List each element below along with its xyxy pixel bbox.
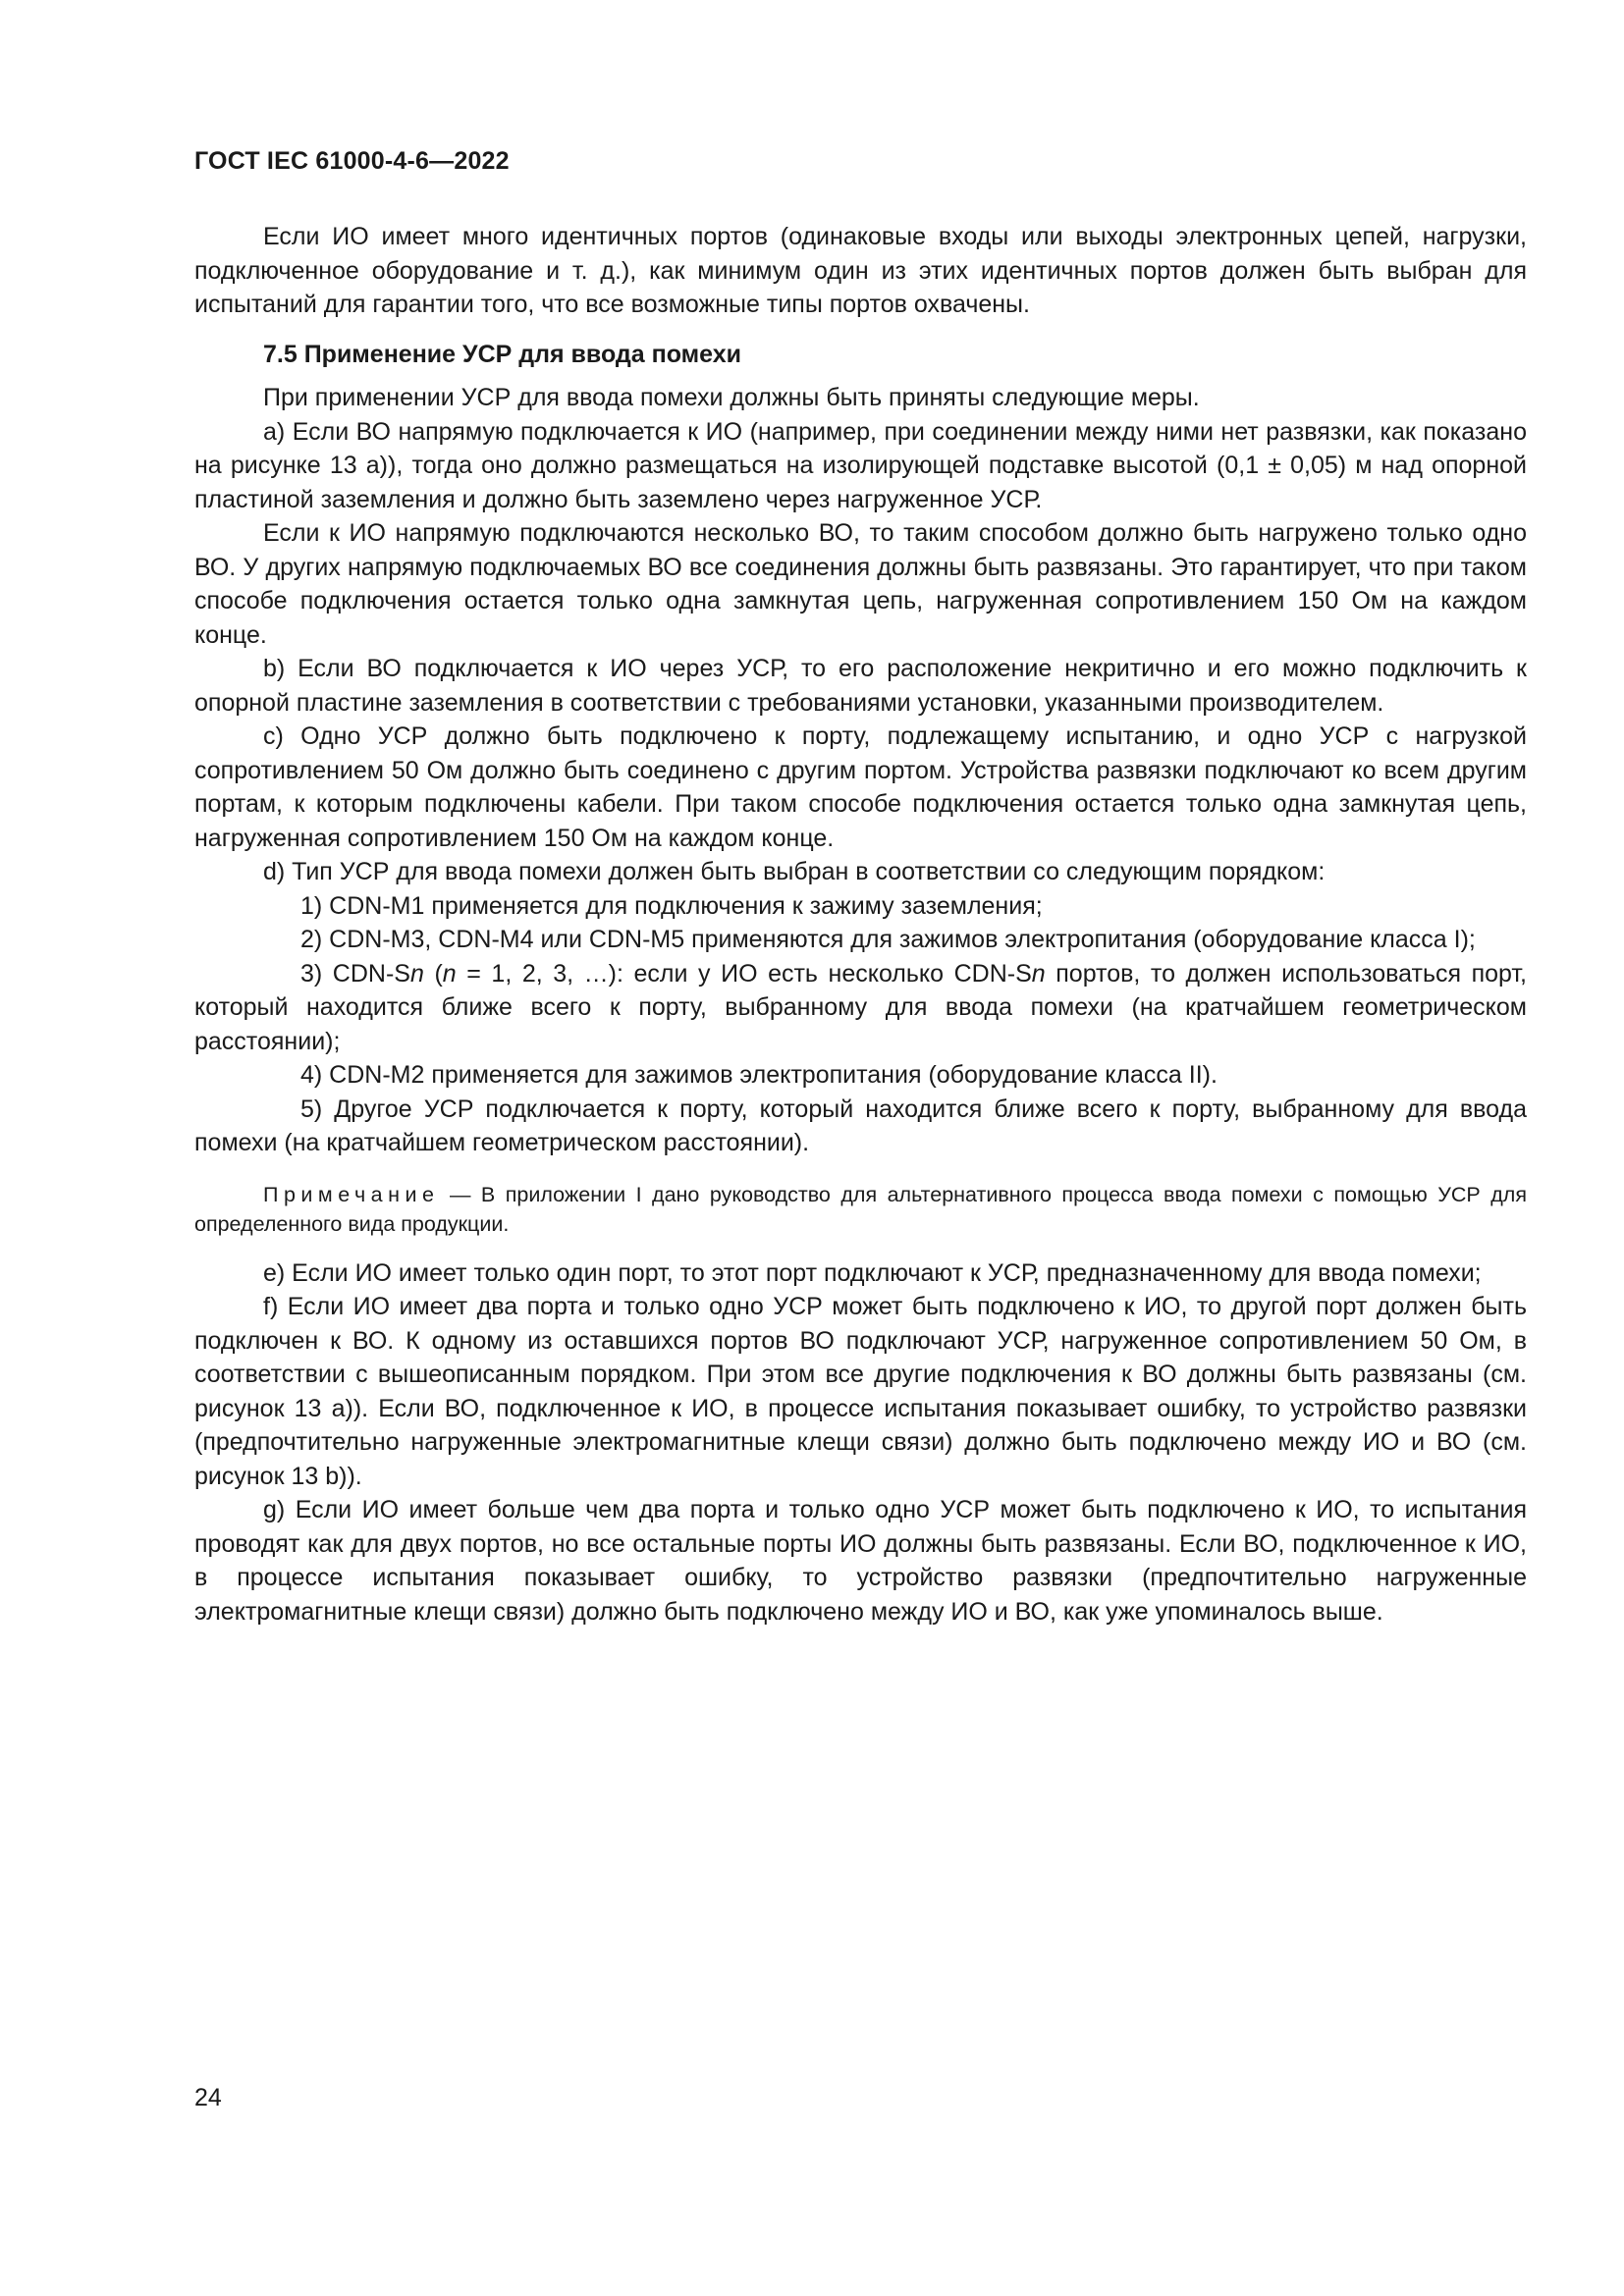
- item-a-continuation-paragraph: Если к ИО напрямую подключаются несколько ВО, то таким способом должно быть нагружено только одно ВО. У других напрямую подключаемых ВО все соединения должны быть развязаны. Это гарантирует, что при таком способе подключения остается только одна замкнутая цепь, нагруженная сопротивлением 150 Ом на каждом конце.: [194, 519, 1527, 649]
- sub-item-1: 1) CDN-M1 применяется для подключения к зажиму заземления;: [300, 891, 1043, 920]
- item-d-paragraph: d) Тип УСР для ввода помехи должен быть выбран в соответствии со следующим порядком:: [263, 858, 1326, 885]
- note-paragraph: [194, 1180, 1527, 1239]
- sub-item-3-part-b: (: [423, 959, 443, 988]
- note-label: Примечание: [263, 1182, 440, 1206]
- document-body: [194, 220, 1527, 1629]
- item-e-paragraph: е) Если ИО имеет только один порт, то этот порт подключают к УСР, предназначенному для ввода помехи;: [263, 1258, 1482, 1287]
- sub-item-3-part-a: 3) CDN-S: [300, 959, 410, 988]
- sub-item-4: 4) CDN-M2 применяется для зажимов электропитания (оборудование класса II).: [300, 1061, 1218, 1089]
- variable-n: n: [1031, 959, 1046, 988]
- sub-item-2: 2) CDN-M3, CDN-M4 или CDN-M5 применяются для зажимов электропитания (оборудование класса I);: [300, 926, 1476, 953]
- page-number: 24: [194, 2084, 222, 2111]
- intro-paragraph: Если ИО имеет много идентичных портов (одинаковые входы или выходы электронных цепей, нагрузки, подключенное оборудование и т. д.), как минимум один из этих идентичных портов должен быть выбран для испытаний для гарантии того, что все возможные типы портов охвачены.: [194, 223, 1527, 318]
- section-lead-paragraph: При применении УСР для ввода помехи должны быть приняты следующие меры.: [263, 384, 1200, 411]
- item-c-paragraph: с) Одно УСР должно быть подключено к порту, подлежащему испытанию, и одно УСР с нагрузкой сопротивлением 50 Ом должно быть соединено с другим портом. Устройства развязки подключают ко всем другим портам, к которым подключены кабели. При таком способе подключения остается только одна замкнутая цепь, нагруженная сопротивлением 150 Ом на каждом конце.: [194, 722, 1527, 852]
- sub-item-3: [194, 957, 1527, 1059]
- variable-n: n: [409, 959, 424, 988]
- section-heading: 7.5 Применение УСР для ввода помехи: [263, 340, 741, 368]
- item-f-paragraph: f) Если ИО имеет два порта и только одно УСР может быть подключено к ИО, то другой порт должен быть подключен к ВО. К одному из оставшихся портов ВО подключают УСР, нагруженное сопротивлением 50 Ом, в соответствии с вышеописанным порядком. При этом все другие подключения к ВО должны быть развязаны (см. рисунок 13 а)). Если ВО, подключенное к ИО, в процессе испытания показывает ошибку, то устройство развязки (предпочтительно нагруженные электромагнитные клещи связи) должно быть подключено между ИО и ВО (см. рисунок 13 b)).: [194, 1293, 1527, 1490]
- sub-item-3-part-c: = 1, 2, 3, …): если у ИО есть несколько CDN-S: [456, 959, 1032, 988]
- note-text: — В приложении I дано руководство для альтернативного процесса ввода помехи с помощью УСР для определенного вида продукции.: [194, 1182, 1527, 1236]
- item-g-paragraph: g) Если ИО имеет больше чем два порта и только одно УСР может быть подключено к ИО, то испытания проводят как для двух портов, но все остальные порты ИО должны быть развязаны. Если ВО, подключенное к ИО, в процессе испытания показывает ошибку, то устройство развязки (предпочтительно нагруженные электромагнитные клещи связи) должно быть подключено между ИО и ВО, как уже упоминалось выше.: [194, 1496, 1527, 1626]
- sub-item-5: 5) Другое УСР подключается к порту, который находится ближе всего к порту, выбранному для ввода помехи (на кратчайшем геометрическом расстоянии).: [194, 1095, 1527, 1156]
- document-standard-title: ГОСТ IEC 61000-4-6—2022: [194, 147, 510, 175]
- variable-n: n: [442, 959, 457, 988]
- item-a-paragraph: а) Если ВО напрямую подключается к ИО (например, при соединении между ними нет развязки, как показано на рисунке 13 а)), тогда оно должно размещаться на изолирующей подставке высотой (0,1 ± 0,05) м над опорной пластиной заземления и должно быть заземлено через нагруженное УСР.: [194, 417, 1527, 513]
- item-b-paragraph: b) Если ВО подключается к ИО через УСР, то его расположение некритично и его можно подключить к опорной пластине заземления в соответствии с требованиями установки, указанными производителем.: [194, 655, 1527, 717]
- sub-item-3-part-d: портов, то должен использоваться порт, который находится ближе всего к порту, выбранному для ввода помехи (на кратчайшем геометрическом расстоянии);: [194, 959, 1527, 1055]
